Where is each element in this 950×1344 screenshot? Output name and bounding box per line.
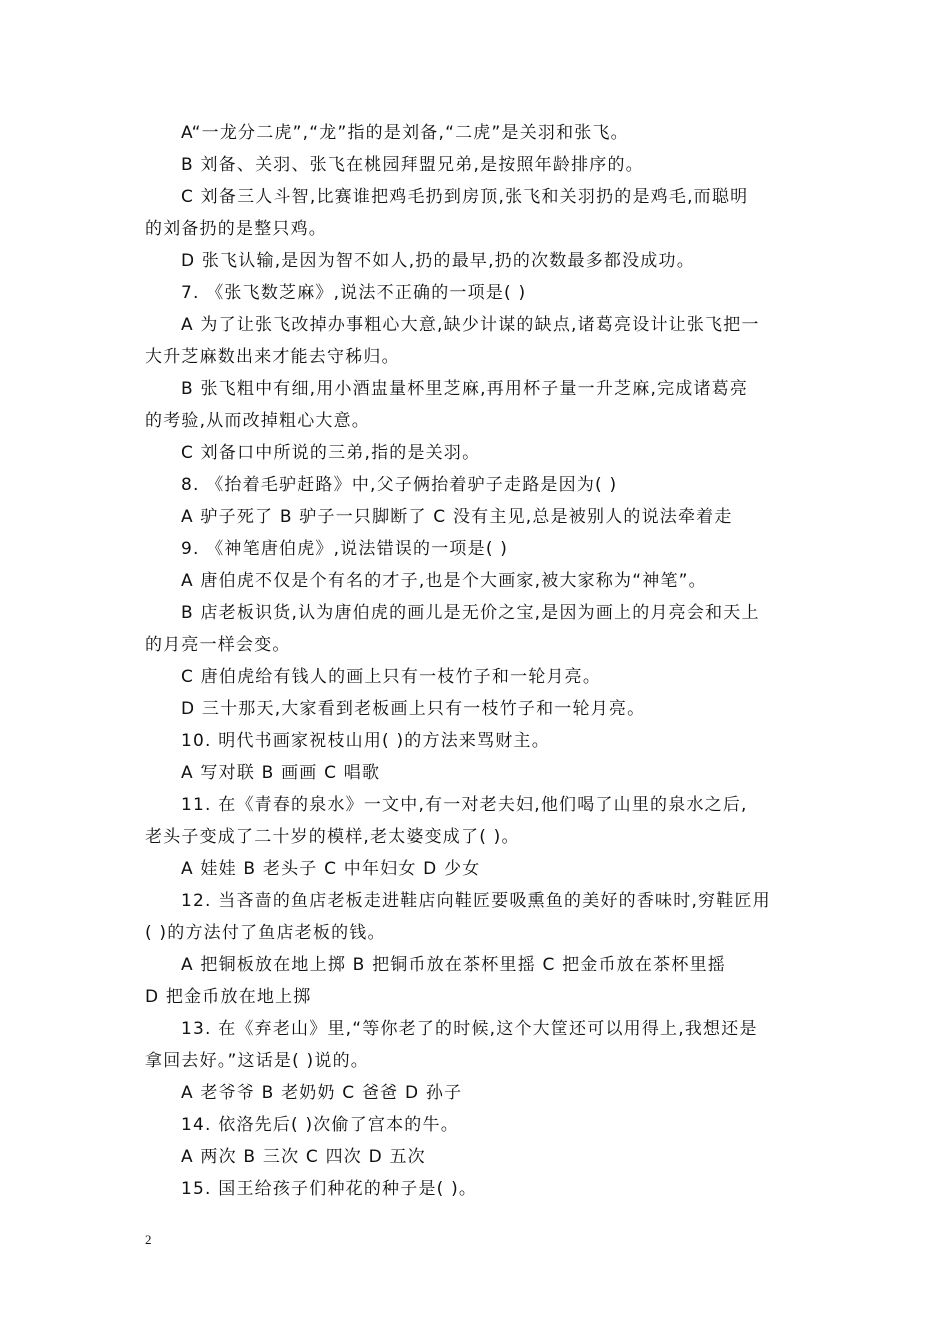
text-line: 12. 当吝啬的鱼店老板走进鞋店向鞋匠要吸熏鱼的美好的香味时,穷鞋匠用	[181, 891, 771, 911]
text-line: A“一龙分二虎”,“龙”指的是刘备,“二虎”是关羽和张飞。	[181, 123, 629, 143]
text-line: 的考验,从而改掉粗心大意。	[145, 411, 371, 431]
text-line: 8. 《抬着毛驴赶路》中,父子俩抬着驴子走路是因为( )	[181, 475, 618, 495]
text-line: A 娃娃 B 老头子 C 中年妇女 D 少女	[181, 859, 481, 879]
text-line: 7. 《张飞数芝麻》,说法不正确的一项是( )	[181, 283, 527, 303]
text-line: B 刘备、关羽、张飞在桃园拜盟兄弟,是按照年龄排序的。	[181, 155, 644, 175]
text-line: C 刘备口中所说的三弟,指的是关羽。	[181, 443, 481, 463]
text-line: A 两次 B 三次 C 四次 D 五次	[181, 1147, 426, 1167]
text-line: 10. 明代书画家祝枝山用( )的方法来骂财主。	[181, 731, 550, 751]
text-line: D 三十那天,大家看到老板画上只有一枝竹子和一轮月亮。	[181, 699, 646, 719]
text-line: 14. 依洛先后( )次偷了宫本的牛。	[181, 1115, 459, 1135]
text-line: B 店老板识货,认为唐伯虎的画儿是无价之宝,是因为画上的月亮会和天上	[181, 603, 760, 623]
text-line: D 张飞认输,是因为智不如人,扔的最早,扔的次数最多都没成功。	[181, 251, 695, 271]
text-line: A 为了让张飞改掉办事粗心大意,缺少计谋的缺点,诸葛亮设计让张飞把一	[181, 315, 760, 335]
text-line: 9. 《神笔唐伯虎》,说法错误的一项是( )	[181, 539, 509, 559]
text-line: C 刘备三人斗智,比赛谁把鸡毛扔到房顶,张飞和关羽扔的是鸡毛,而聪明	[181, 187, 749, 207]
page-number: 2	[145, 1232, 152, 1247]
text-line: B 张飞粗中有细,用小酒盅量杯里芝麻,再用杯子量一升芝麻,完成诸葛亮	[181, 379, 749, 399]
text-line: 大升芝麻数出来才能去守秭归。	[145, 347, 400, 367]
text-line: A 把铜板放在地上掷 B 把铜币放在茶杯里摇 C 把金币放在茶杯里摇	[181, 955, 726, 975]
text-line: 拿回去好。”这话是( )说的。	[145, 1051, 369, 1071]
text-line: 11. 在《青春的泉水》一文中,有一对老夫妇,他们喝了山里的泉水之后,	[181, 795, 748, 815]
text-line: A 老爷爷 B 老奶奶 C 爸爸 D 孙子	[181, 1083, 463, 1103]
question-text-block	[145, 117, 810, 1205]
text-line: 13. 在《弃老山》里,“等你老了的时候,这个大筐还可以用得上,我想还是	[181, 1019, 758, 1039]
text-line: ( )的方法付了鱼店老板的钱。	[145, 923, 386, 943]
text-line: A 驴子死了 B 驴子一只脚断了 C 没有主见,总是被别人的说法牵着走	[181, 507, 733, 527]
text-line: 的刘备扔的是整只鸡。	[145, 219, 327, 239]
text-line: 老头子变成了二十岁的模样,老太婆变成了( )。	[145, 827, 520, 847]
text-line: 15. 国王给孩子们种花的种子是( )。	[181, 1179, 478, 1199]
text-line: 的月亮一样会变。	[145, 635, 291, 655]
text-line: A 唐伯虎不仅是个有名的才子,也是个大画家,被大家称为“神笔”。	[181, 571, 707, 591]
text-line: C 唐伯虎给有钱人的画上只有一枝竹子和一轮月亮。	[181, 667, 602, 687]
text-line: A 写对联 B 画画 C 唱歌	[181, 763, 381, 783]
text-line: D 把金币放在地上掷	[145, 987, 312, 1007]
